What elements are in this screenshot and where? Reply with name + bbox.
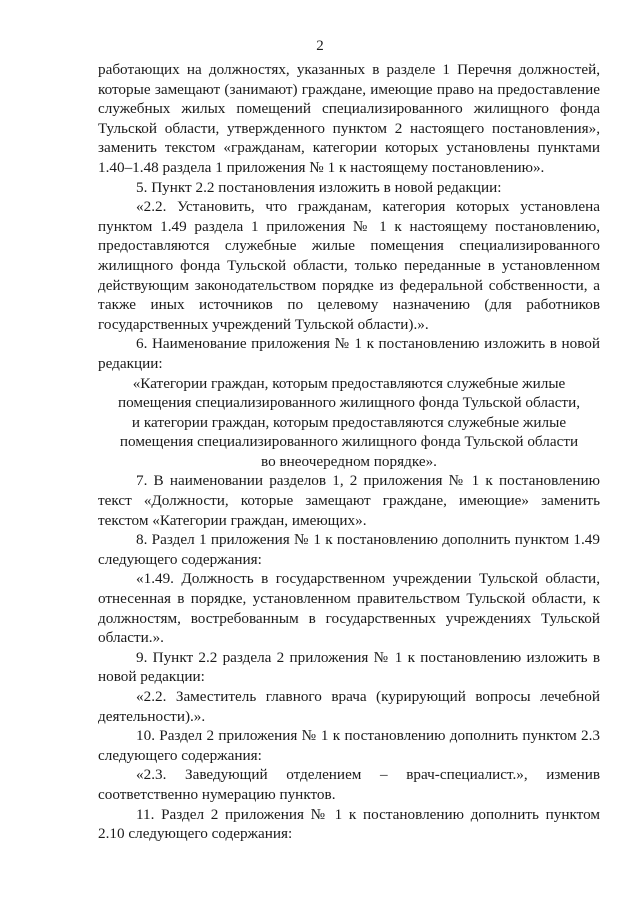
document-body — [98, 60, 600, 844]
paragraph-item-11: 11. Раздел 2 приложения № 1 к постановлению дополнить пунктом 2.10 следующего содержания: — [98, 805, 600, 843]
page-number: 2 — [316, 38, 324, 54]
paragraph-item-6: 6. Наименование приложения № 1 к постановлению изложить в новой редакции: — [98, 335, 600, 372]
paragraph-item-8: 8. Раздел 1 приложения № 1 к постановлению дополнить пунктом 1.49 следующего содержания: — [98, 531, 600, 568]
paragraph-item-6-title: «Категории граждан, которым предоставляются служебные жилые помещения специализированного жилищного фонда Тульской области, и категории граждан, которым предоставляются служебные жилые помещения специализированного жилищного фонда Тульской области во внеочередном порядке». — [117, 374, 580, 470]
paragraph-item-10: 10. Раздел 2 приложения № 1 к постановлению дополнить пунктом 2.3 следующего содержания: — [98, 727, 600, 764]
paragraph-item-9-text: «2.2. Заместитель главного врача (курирующий вопросы лечебной деятельности).». — [98, 688, 600, 725]
paragraph-continuation: работающих на должностях, указанных в разделе 1 Перечня должностей, которые замещают (занимают) граждане, имеющие право на предоставление служебных жилых помещений специализированного жилищного фонда Тульской области, утвержденного пунктом 2 настоящего постановления», заменить текстом «гражданам, категории которых установлены пунктами 1.40–1.48 раздела 1 приложения № 1 к настоящему постановлению». — [98, 61, 600, 176]
paragraph-item-5-text: «2.2. Установить, что гражданам, категория которых установлена пунктом 1.49 раздела 1 приложения № 1 к настоящему постановлению, предоставляются служебные жилые помещения специализированного жилищного фонда Тульской области, только переданные в установленном действующим законодательством порядке из федеральной собственности, а также иных источников по целевому назначению (для работников государственных учреждений Тульской области).». — [98, 198, 600, 333]
paragraph-item-10-text: «2.3. Заведующий отделением – врач-специалист.», изменив соответственно нумерацию пунктов. — [98, 766, 600, 803]
paragraph-item-9: 9. Пункт 2.2 раздела 2 приложения № 1 к постановлению изложить в новой редакции: — [98, 648, 600, 686]
paragraph-item-8-text: «1.49. Должность в государственном учреждении Тульской области, отнесенная в порядке, установленном правительством Тульской области, к должностям, востребованным в государственных учреждениях Тульской области.». — [98, 570, 600, 647]
paragraph-item-7: 7. В наименовании разделов 1, 2 приложения № 1 к постановлению текст «Должности, которые замещают граждане, имеющие» заменить текстом «Категории граждан, имеющих». — [98, 472, 600, 529]
paragraph-item-5: 5. Пункт 2.2 постановления изложить в новой редакции: — [136, 178, 502, 196]
